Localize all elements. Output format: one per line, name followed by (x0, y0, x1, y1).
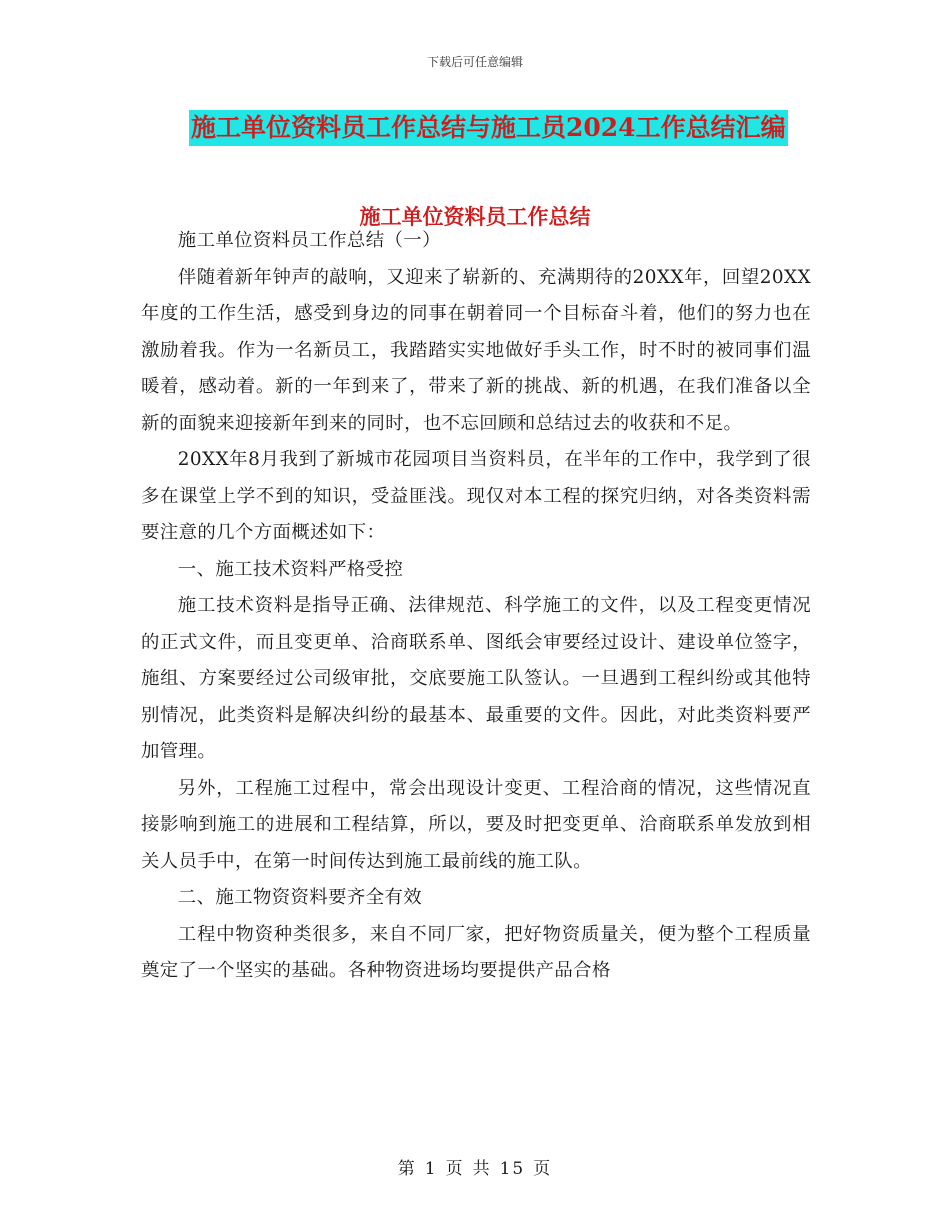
paragraph-heading: 施工单位资料员工作总结（一） (177, 230, 441, 251)
paragraph-heading: 二、施工物资资料要齐全有效 (177, 887, 423, 908)
main-title: 施工单位资料员工作总结与施工员2024工作总结汇编 (189, 110, 788, 146)
section-title: 施工单位资料员工作总结 (359, 204, 591, 229)
footer-total-pages: 15 (499, 1159, 526, 1179)
page-footer (0, 1154, 950, 1179)
main-title-container (189, 110, 809, 146)
footer-prefix: 第 (397, 1159, 417, 1179)
paragraph: 工程中物资种类很多，来自不同厂家，把好物资质量关，便为整个工程质量奠定了一个坚实的基础。各种物资进场均要提供产品合格 (141, 923, 811, 981)
paragraph-heading: 一、施工技术资料严格受控 (177, 558, 404, 580)
footer-page-label: 页 (445, 1159, 465, 1179)
body-text (141, 223, 811, 990)
paragraph: 伴随着新年钟声的敲响，又迎来了崭新的、充满期待的20XX年，回望20XX年度的工作生活，感受到身边的同事在朝着同一个目标奋斗着，他们的努力也在激励着我。作为一名新员工，我踏踏实实地做好手头工作，时不时的被同事们温暖着，感动着。新的一年到来了，带来了新的挑战、新的机遇，在我们准备以全新的面貌来迎接新年到来的同时，也不忘回顾和总结过去的收获和不足。 (141, 266, 811, 434)
footer-total-label: 共 (472, 1159, 492, 1179)
paragraph: 施工技术资料是指导正确、法律规范、科学施工的文件，以及工程变更情况的正式文件，而且变更单、洽商联系单、图纸会审要经过设计、建设单位签字，施组、方案要经过公司级审批，交底要施工队签认。一旦遇到工程纠纷或其他特别情况，此类资料是解决纠纷的最基本、最重要的文件。因此，对此类资料要严加管理。 (141, 595, 811, 762)
header-note: 下载后可任意编辑 (426, 55, 523, 69)
paragraph: 另外，工程施工过程中，常会出现设计变更、工程洽商的情况，这些情况直接影响到施工的进展和工程结算，所以，要及时把变更单、洽商联系单发放到相关人员手中，在第一时间传达到施工最前线的施工队。 (141, 777, 811, 872)
footer-current-page: 1 (424, 1159, 438, 1179)
footer-suffix: 页 (533, 1159, 553, 1179)
paragraph: 20XX年8月我到了新城市花园项目当资料员，在半年的工作中，我学到了很多在课堂上学不到的知识，受益匪浅。现仅对本工程的探究归纳，对各类资料需要注意的几个方面概述如下： (141, 449, 811, 543)
